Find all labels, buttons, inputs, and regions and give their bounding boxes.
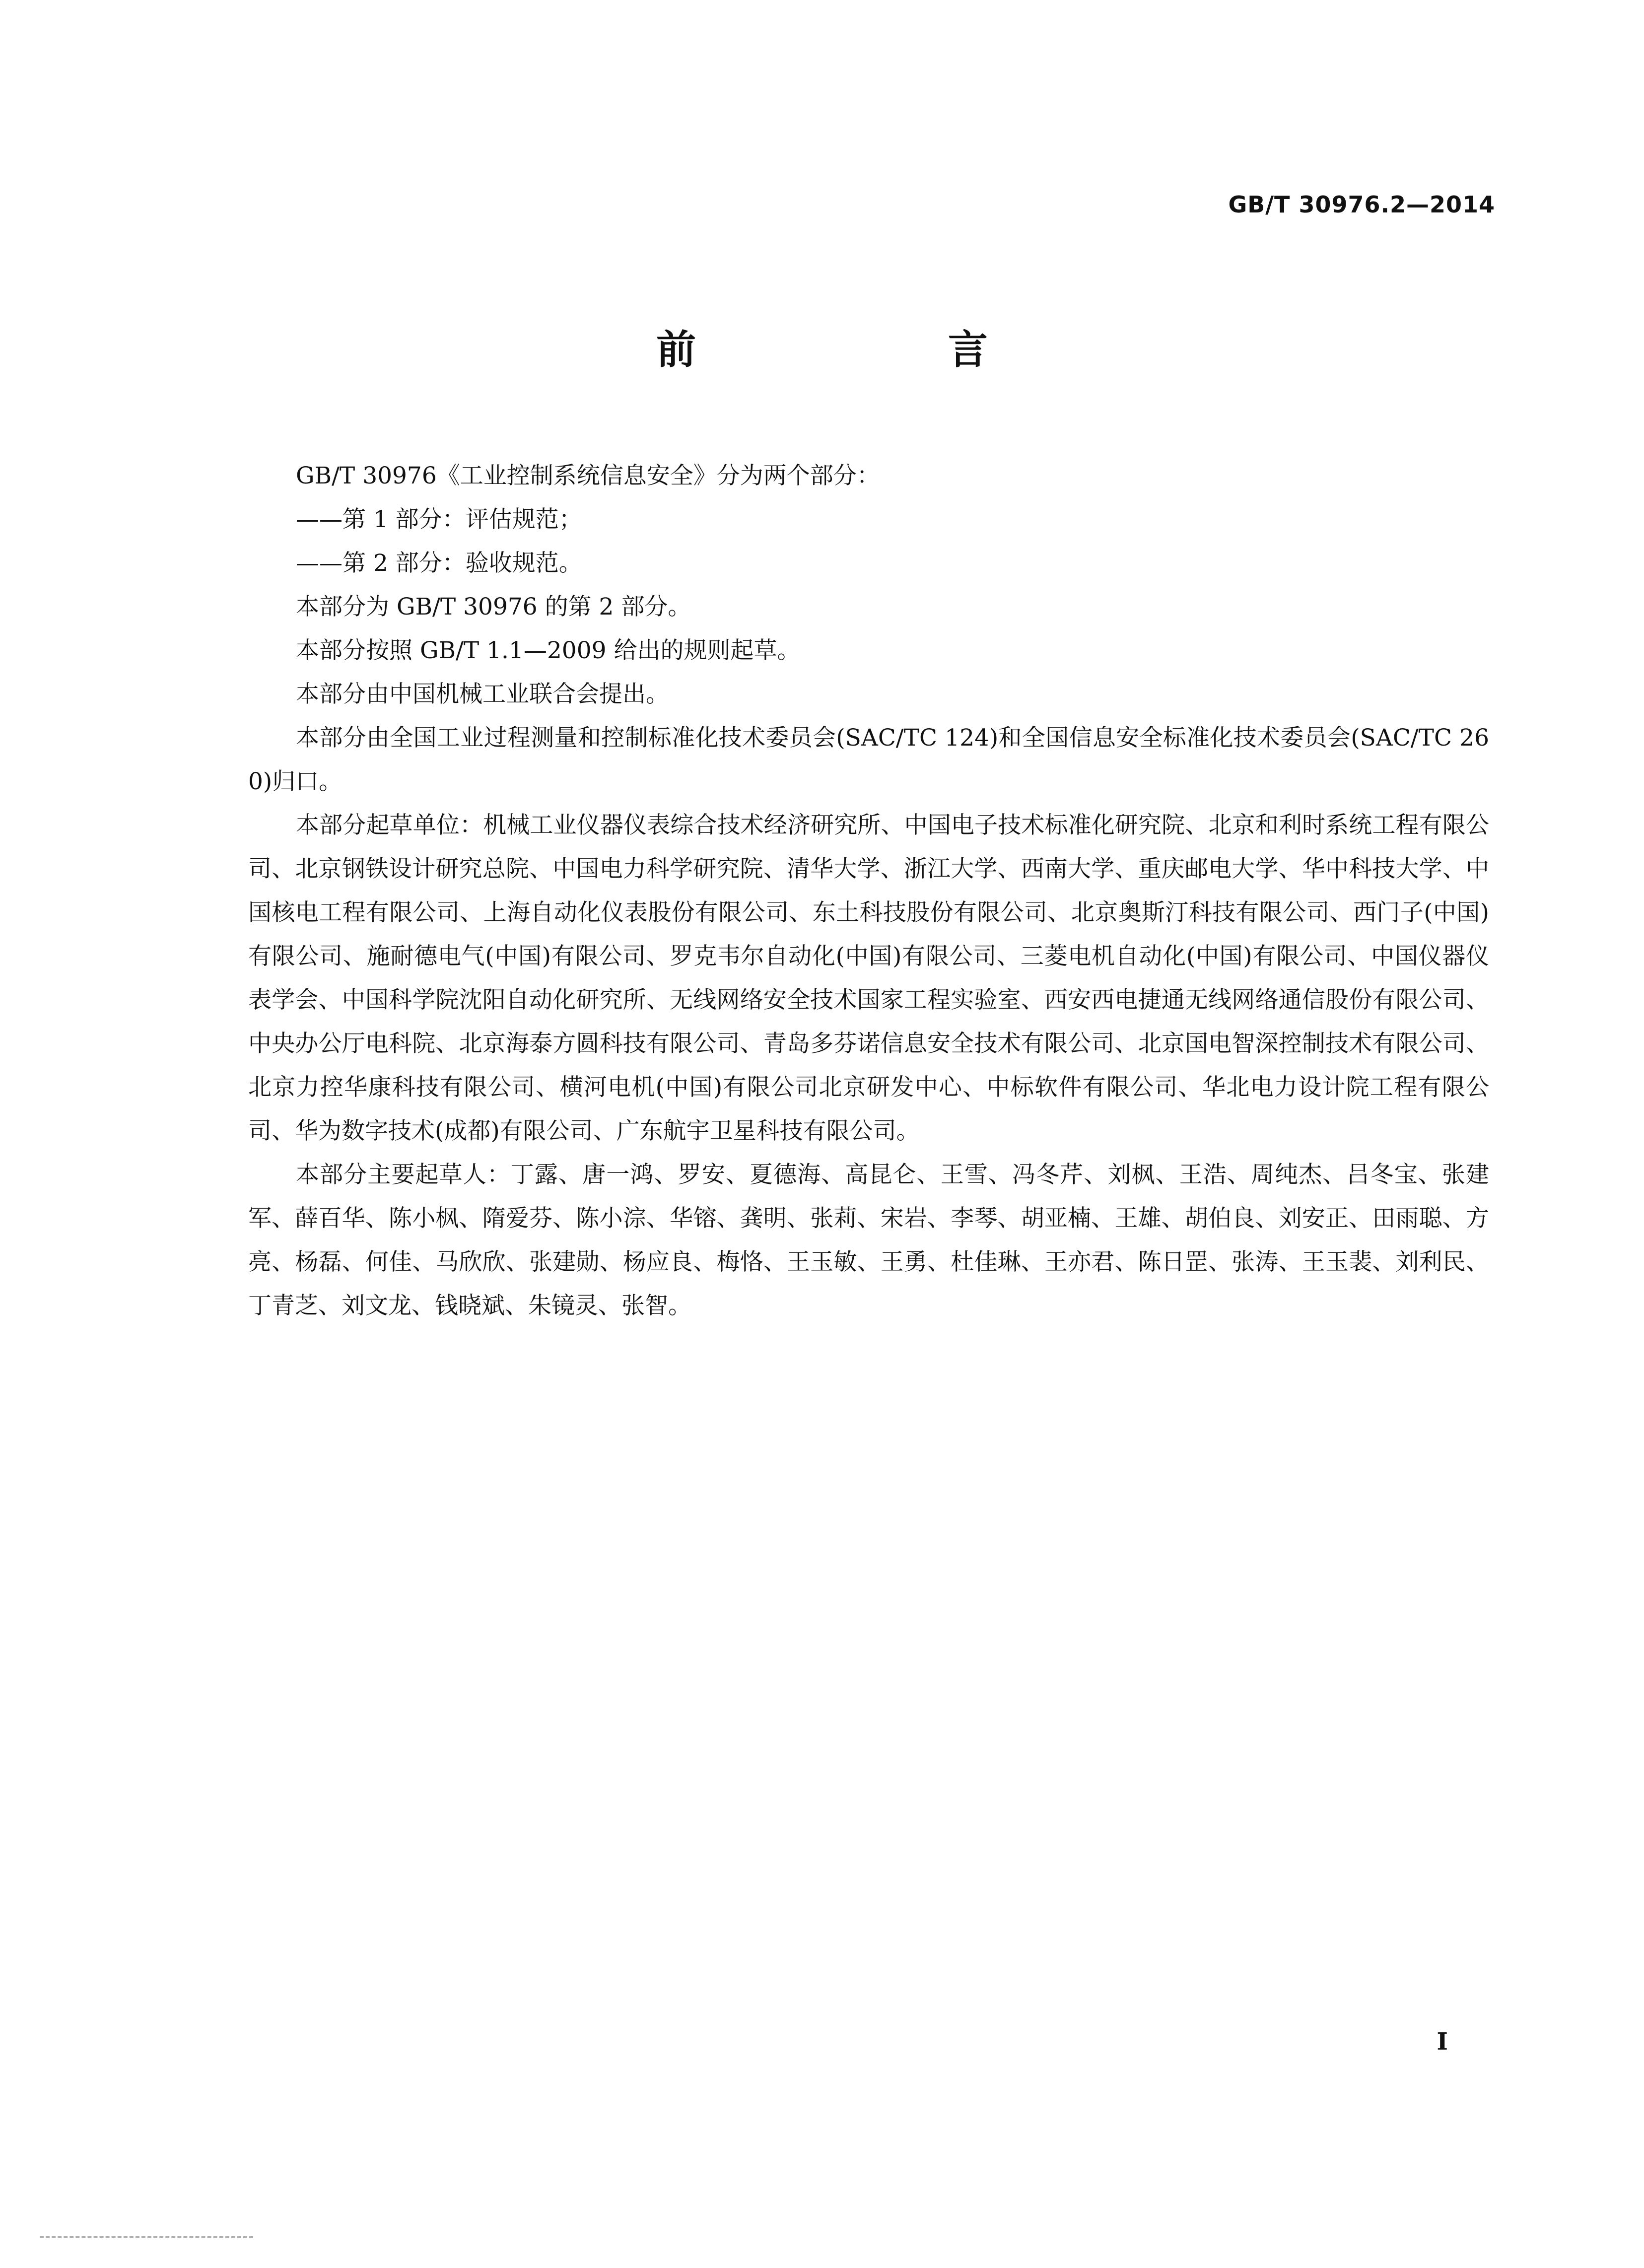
paragraph-drafting-units: 本部分起草单位：机械工业仪器仪表综合技术经济研究所、中国电子技术标准化研究院、北京和利时系统工程有限公司、北京钢铁设计研究总院、中国电力科学研究院、清华大学、浙江大学、西南大学、重庆邮电大学、华中科技大学、中国核电工程有限公司、上海自动化仪表股份有限公司、东土科技股份有限公司、北京奥斯汀科技有限公司、西门子(中国)有限公司、施耐德电气(中国)有限公司、罗克韦尔自动化(中国)有限公司、三菱电机自动化(中国)有限公司、中国仪器仪表学会、中国科学院沈阳自动化研究所、无线网络安全技术国家工程实验室、西安西电捷通无线网络通信股份有限公司、中央办公厅电科院、北京海泰方圆科技有限公司、青岛多芬诺信息安全技术有限公司、北京国电智深控制技术有限公司、北京力控华康科技有限公司、横河电机(中国)有限公司北京研发中心、中标软件有限公司、华北电力设计院工程有限公司、华为数字技术(成都)有限公司、广东航宇卫星科技有限公司。 (248, 812, 1489, 1145)
paragraph-this-part: 本部分为 GB/T 30976 的第 2 部分。 (296, 593, 691, 620)
scan-artifact-line (40, 2236, 253, 2238)
paragraph-drafters: 本部分主要起草人：丁露、唐一鸿、罗安、夏德海、高昆仑、王雪、冯冬芹、刘枫、王浩、周纯杰、吕冬宝、张建军、薛百华、陈小枫、隋爱芬、陈小淙、华镕、龚明、张莉、宋岩、李琴、胡亚楠、王雄、胡伯良、刘安正、田雨聪、方亮、杨磊、何佳、马欣欣、张建勋、杨应良、梅恪、王玉敏、王勇、杜佳琳、王亦君、陈日罡、张涛、王玉裴、刘利民、丁青芝、刘文龙、钱晓斌、朱镜灵、张智。 (248, 1161, 1489, 1319)
paragraph-responsible-committee: 本部分由全国工业过程测量和控制标准化技术委员会(SAC/TC 124)和全国信息安全标准化技术委员会(SAC/TC 260)归口。 (248, 724, 1489, 795)
paragraph-part-1: ——第 1 部分：评估规范； (296, 506, 582, 533)
paragraph-proposer: 本部分由中国机械工业联合会提出。 (296, 681, 669, 708)
paragraph-part-2: ——第 2 部分：验收规范。 (296, 550, 582, 577)
paragraph-parts-intro: GB/T 30976《工业控制系统信息安全》分为两个部分： (296, 462, 880, 489)
foreword-body (248, 454, 1489, 1328)
paragraph-drafting-rules: 本部分按照 GB/T 1.1—2009 给出的规则起草。 (296, 637, 801, 664)
page-title: 前 言 (656, 327, 1107, 373)
standard-number: GB/T 30976.2—2014 (1228, 191, 1495, 218)
page-number: I (1437, 2028, 1448, 2056)
